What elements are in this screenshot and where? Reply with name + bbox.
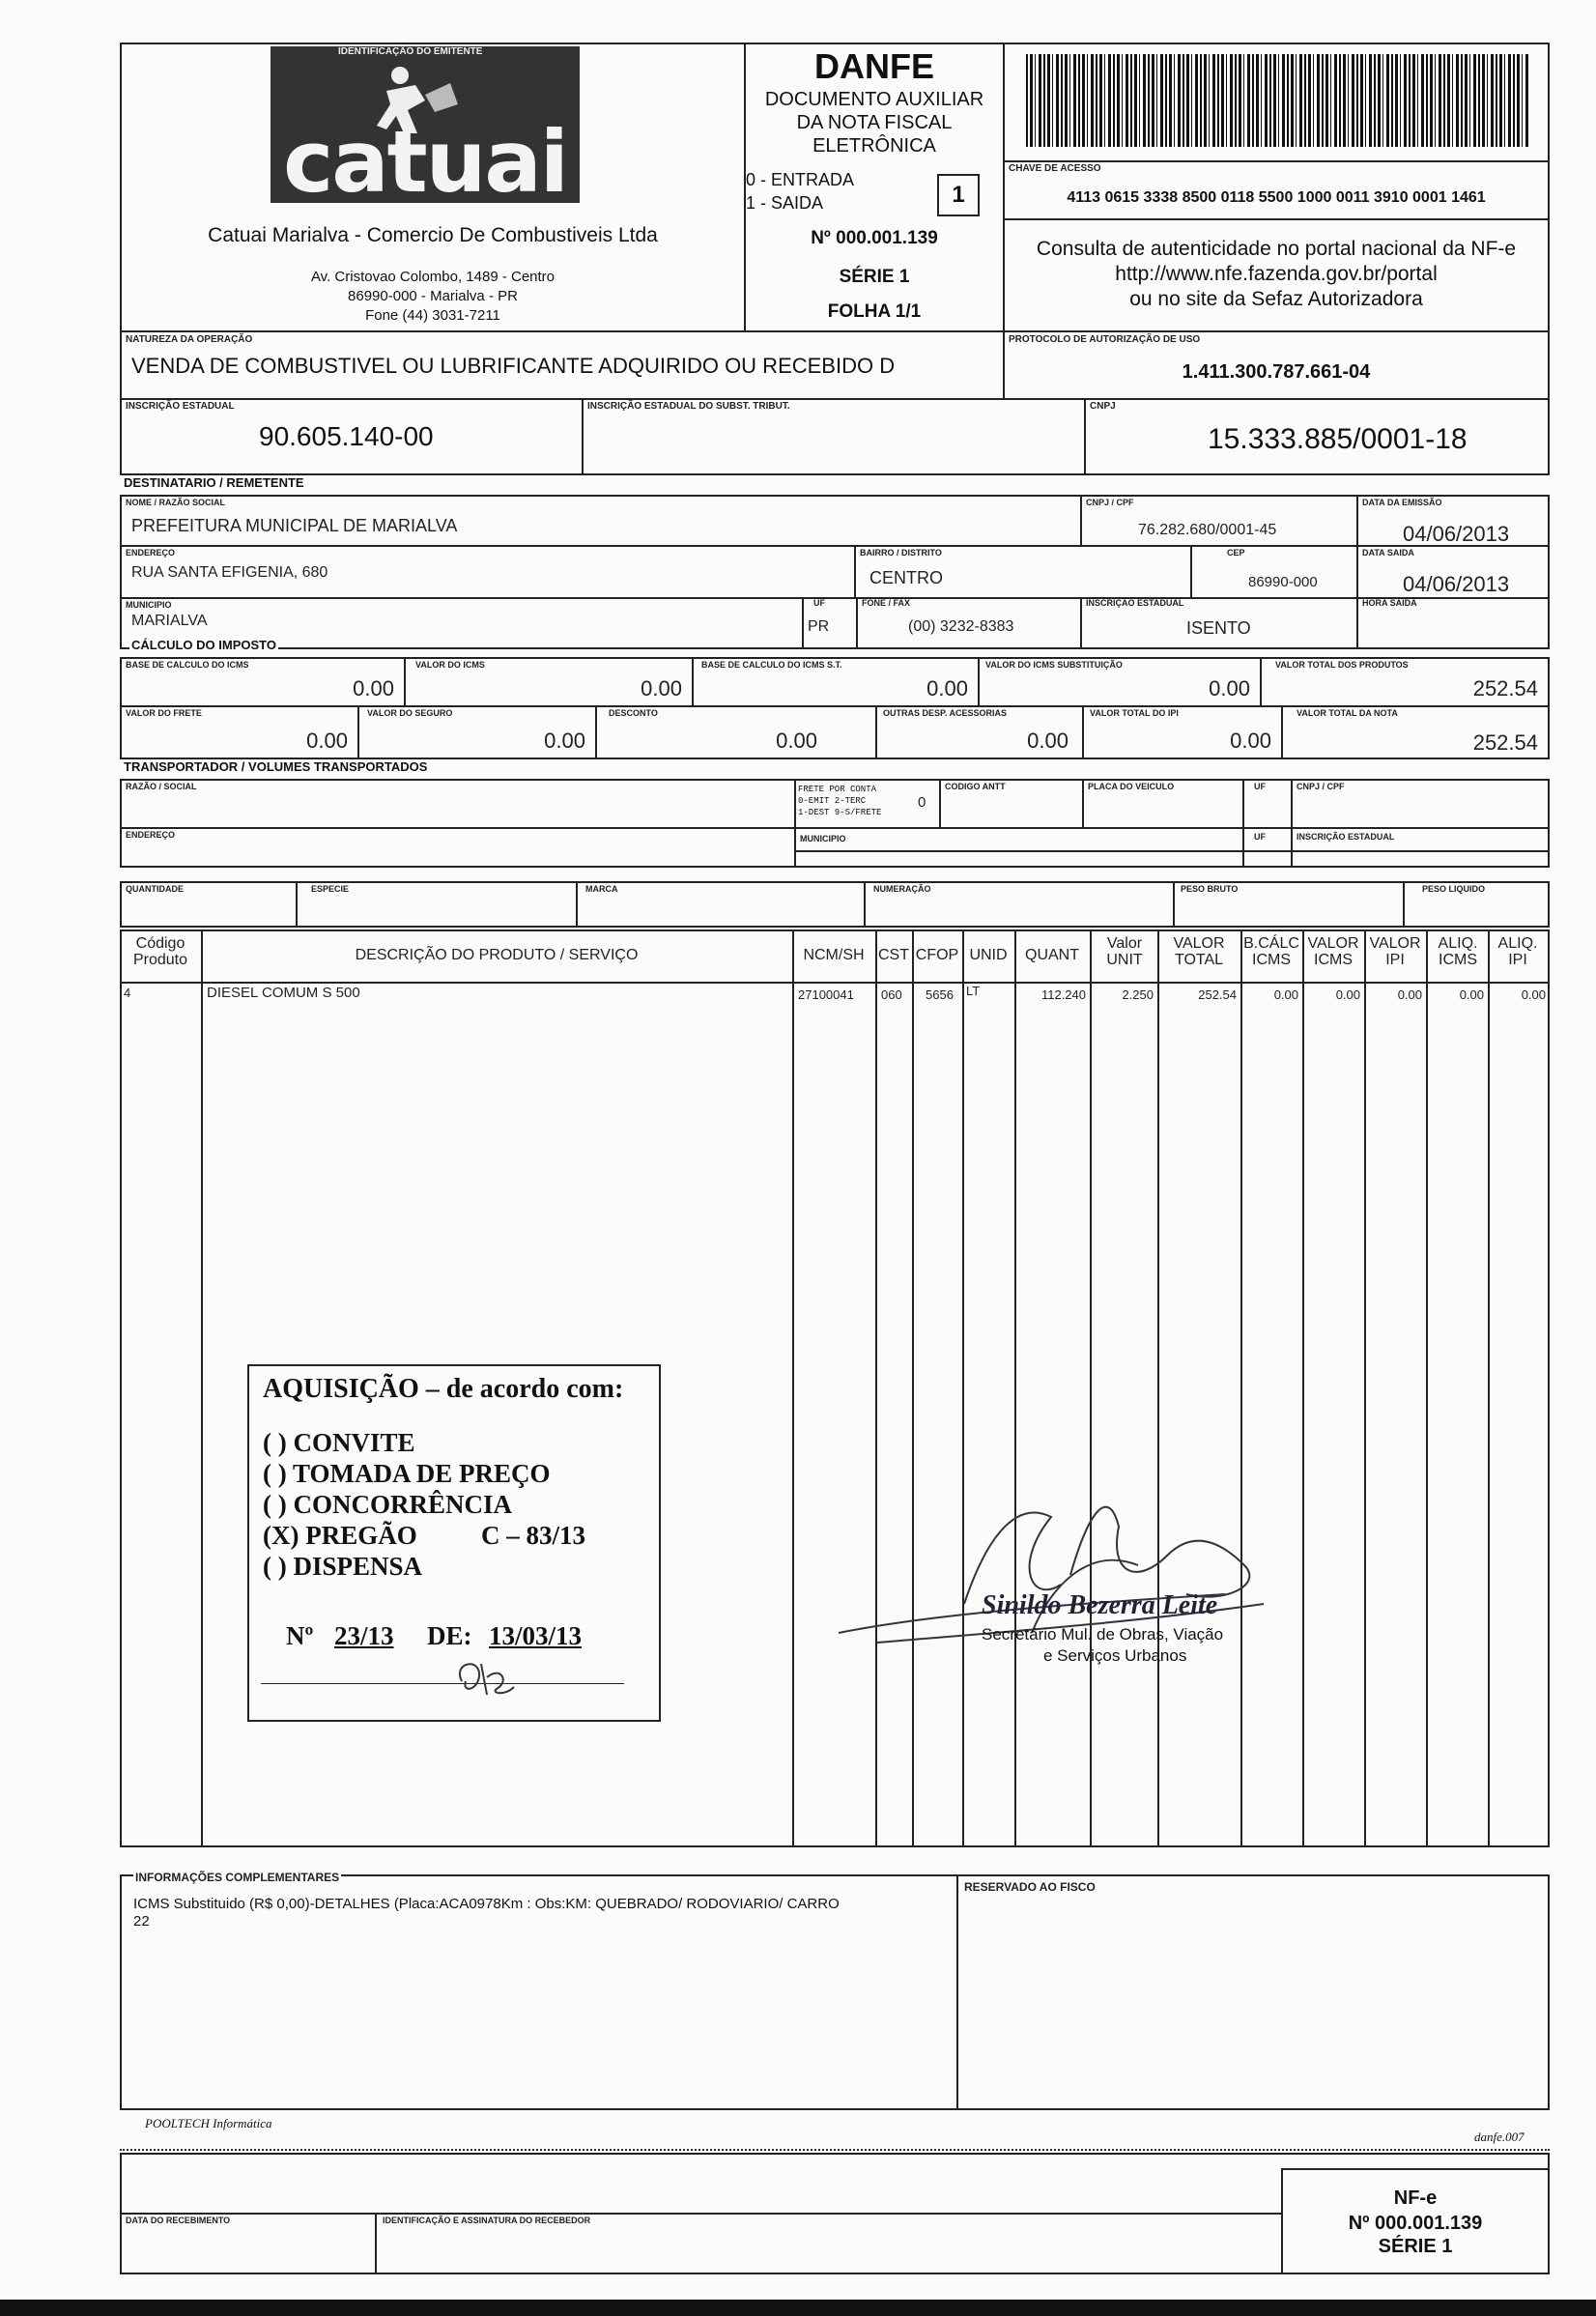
identificacao-label: IDENTIFICAÇÃO E ASSINATURA DO RECEBEDOR bbox=[383, 2216, 591, 2225]
barcode bbox=[1026, 54, 1528, 147]
stamp-opt-pregao: (X) PREGÃO bbox=[263, 1521, 417, 1550]
th-quant: QUANT bbox=[1025, 947, 1079, 963]
dest-nome: PREFEITURA MUNICIPAL DE MARIALVA bbox=[131, 516, 458, 535]
imp-ipi: 0.00 bbox=[1230, 729, 1271, 753]
dest-cnpj-label: CNPJ / CPF bbox=[1086, 498, 1134, 507]
emitente-section-label: IDENTIFICAÇÃO DO EMITENTE bbox=[338, 46, 483, 57]
th-valor-icms: VALOR ICMS bbox=[1307, 935, 1359, 968]
stamp-opt-concorrencia: ( ) CONCORRÊNCIA bbox=[263, 1490, 512, 1519]
nfe-numero: Nº 000.001.139 bbox=[1348, 2213, 1483, 2234]
td-valor-unit: 2.250 bbox=[1122, 987, 1154, 1002]
dest-cep-label: CEP bbox=[1227, 548, 1245, 558]
imp-icms-label: VALOR DO ICMS bbox=[415, 660, 485, 670]
dest-fone-label: FONE / FAX bbox=[862, 598, 911, 608]
transp-municipio-label: MUNICIPIO bbox=[800, 834, 846, 843]
stamp-opt-dispensa: ( ) DISPENSA bbox=[263, 1552, 423, 1581]
dest-emissao: 04/06/2013 bbox=[1403, 522, 1510, 546]
scan-bottom-edge bbox=[0, 2300, 1596, 2316]
dest-saida: 04/06/2013 bbox=[1403, 572, 1510, 596]
th-codigo: Código Produto bbox=[132, 935, 188, 968]
transp-frete-value: 0 bbox=[918, 794, 926, 811]
destinatario-section: DESTINATARIO / REMETENTE bbox=[124, 475, 304, 490]
cnpj-value: 15.333.885/0001-18 bbox=[1208, 423, 1468, 455]
stamp-num-value: 23/13 bbox=[334, 1621, 394, 1650]
danfe-serie: SÉRIE 1 bbox=[839, 267, 910, 287]
consulta-line-2: http://www.nfe.fazenda.gov.br/portal bbox=[1115, 263, 1438, 285]
transp-placa-label: PLACA DO VEICULO bbox=[1088, 782, 1175, 791]
imp-st-label: VALOR DO ICMS SUBSTITUIÇÃO bbox=[985, 660, 1123, 670]
td-valor-ipi: 0.00 bbox=[1397, 987, 1422, 1002]
company-address-1: Av. Cristovao Colombo, 1489 - Centro bbox=[310, 269, 556, 285]
td-aliq-ipi: 0.00 bbox=[1521, 987, 1546, 1002]
dest-ie: ISENTO bbox=[1186, 618, 1251, 638]
company-address-2: 86990-000 - Marialva - PR bbox=[348, 288, 518, 304]
stamp-opt-tomada: ( ) TOMADA DE PREÇO bbox=[263, 1459, 551, 1488]
imp-desconto-label: DESCONTO bbox=[609, 708, 658, 718]
danfe-subtitle-1: DOCUMENTO AUXILIAR bbox=[764, 89, 984, 110]
transp-frete-line1: FRETE POR CONTA bbox=[798, 785, 877, 794]
dest-cep: 86990-000 bbox=[1248, 574, 1318, 590]
transp-uf-label: UF bbox=[1254, 782, 1266, 791]
imp-outras-label: OUTRAS DESP. ACESSORIAS bbox=[883, 708, 1008, 718]
cnpj-label: CNPJ bbox=[1090, 401, 1116, 412]
th-aliq-ipi: ALIQ. IPI bbox=[1497, 935, 1538, 968]
th-valor-total: VALOR TOTAL bbox=[1173, 935, 1225, 968]
dest-fone: (00) 3232-8383 bbox=[908, 618, 1014, 635]
footer-vendor: POOLTECH Informática bbox=[145, 2116, 272, 2130]
stamp-date-label: DE: bbox=[427, 1621, 472, 1650]
th-valor-unit: Valor UNIT bbox=[1106, 935, 1143, 968]
ie-st-label: INSCRIÇÃO ESTADUAL DO SUBST. TRIBUT. bbox=[587, 401, 790, 412]
company-phone: Fone (44) 3031-7211 bbox=[365, 307, 500, 324]
th-ncm: NCM/SH bbox=[803, 947, 865, 963]
td-descricao: DIESEL COMUM S 500 bbox=[207, 985, 360, 1001]
th-unid: UNID bbox=[969, 947, 1008, 963]
imp-bc-icms-label: BASE DE CALCULO DO ICMS bbox=[126, 660, 249, 670]
danfe-folha: FOLHA 1/1 bbox=[827, 301, 922, 322]
td-valor-icms: 0.00 bbox=[1335, 987, 1360, 1002]
imp-bc-icms: 0.00 bbox=[353, 676, 394, 701]
tipo-box: 1 bbox=[937, 174, 980, 216]
th-bc-icms: B.CÁLC ICMS bbox=[1243, 935, 1299, 968]
info-text-1: ICMS Substituido (R$ 0,00)-DETALHES (Placa:ACA0978Km : Obs:KM: QUEBRADO/ RODOVIARIO/ CARRO bbox=[133, 1896, 840, 1912]
aquisicao-stamp bbox=[247, 1364, 661, 1722]
dest-endereco: RUA SANTA EFIGENIA, 680 bbox=[131, 564, 328, 581]
transp-cnpj-label: CNPJ / CPF bbox=[1297, 782, 1345, 791]
cut-line bbox=[120, 2149, 1550, 2151]
dest-municipio-label: MUNICIPIO bbox=[126, 600, 172, 610]
imp-seguro-label: VALOR DO SEGURO bbox=[367, 708, 453, 718]
imp-total-nota: 252.54 bbox=[1472, 730, 1538, 755]
logo-text: catuai bbox=[283, 112, 567, 212]
transp-frete-line3: 1-DEST 9-S/FRETE bbox=[798, 808, 882, 817]
saida-label: 1 - SAIDA bbox=[746, 193, 824, 213]
dest-bairro-label: BAIRRO / DISTRITO bbox=[860, 548, 942, 558]
footer-code: danfe.007 bbox=[1474, 2130, 1525, 2144]
protocolo-label: PROTOCOLO DE AUTORIZAÇÃO DE USO bbox=[1009, 334, 1201, 345]
natureza-label: NATUREZA DA OPERAÇÃO bbox=[126, 334, 253, 345]
transp-especie-label: ESPECIE bbox=[311, 884, 350, 894]
initials-scribble bbox=[433, 1652, 529, 1701]
imp-bc-st: 0.00 bbox=[926, 676, 968, 701]
natureza-value: VENDA DE COMBUSTIVEL OU LUBRIFICANTE ADQUIRIDO OU RECEBIDO D bbox=[131, 354, 896, 378]
imp-ipi-label: VALOR TOTAL DO IPI bbox=[1090, 708, 1179, 718]
transp-ie-label: INSCRIÇÃO ESTADUAL bbox=[1297, 832, 1395, 842]
imp-total-prod: 252.54 bbox=[1472, 676, 1538, 701]
transp-peso-liquido-label: PESO LIQUIDO bbox=[1422, 884, 1486, 894]
consulta-line-1: Consulta de autenticidade no portal nacional da NF-e bbox=[1036, 238, 1517, 260]
th-cfop: CFOP bbox=[915, 947, 959, 963]
td-quant: 112.240 bbox=[1040, 987, 1086, 1002]
imp-st: 0.00 bbox=[1209, 676, 1250, 701]
dest-endereco-label: ENDEREÇO bbox=[126, 548, 176, 558]
dest-bairro: CENTRO bbox=[869, 568, 943, 587]
imp-frete: 0.00 bbox=[306, 729, 348, 753]
stamp-num-label: Nº bbox=[286, 1621, 314, 1650]
imp-bc-st-label: BASE DE CALCULO DO ICMS S.T. bbox=[701, 660, 842, 670]
transp-uf2-label: UF bbox=[1254, 832, 1266, 842]
transp-quantidade-label: QUANTIDADE bbox=[126, 884, 184, 894]
imp-seguro: 0.00 bbox=[544, 729, 585, 753]
th-cst: CST bbox=[878, 947, 909, 963]
dest-saida-label: DATA SAIDA bbox=[1362, 548, 1414, 558]
chave-value: 4113 0615 3338 8500 0118 5500 1000 0011 3910 0001 1461 bbox=[1067, 189, 1486, 206]
imp-total-nota-label: VALOR TOTAL DA NOTA bbox=[1297, 708, 1398, 718]
danfe-title: DANFE bbox=[814, 46, 934, 86]
data-recebimento-label: DATA DO RECEBIMENTO bbox=[126, 2216, 231, 2225]
dest-nome-label: NOME / RAZÃO SOCIAL bbox=[126, 498, 225, 507]
protocolo-value: 1.411.300.787.661-04 bbox=[1182, 361, 1371, 383]
imp-outras: 0.00 bbox=[1027, 729, 1069, 753]
dest-municipio: MARIALVA bbox=[131, 613, 208, 629]
dest-ie-label: INSCRIÇÃO ESTADUAL bbox=[1086, 598, 1184, 608]
dest-cnpj: 76.282.680/0001-45 bbox=[1138, 522, 1277, 538]
th-descricao: DESCRIÇÃO DO PRODUTO / SERVIÇO bbox=[355, 947, 639, 963]
ie-value: 90.605.140-00 bbox=[259, 421, 434, 451]
dest-emissao-label: DATA DA EMISSÃO bbox=[1362, 498, 1442, 507]
transp-antt-label: CODIGO ANTT bbox=[945, 782, 1006, 791]
info-text-2: 22 bbox=[133, 1913, 150, 1930]
signature-role-2: e Serviços Urbanos bbox=[1043, 1646, 1187, 1665]
company-name: Catuai Marialva - Comercio De Combustiveis Ltda bbox=[208, 224, 658, 246]
danfe-subtitle-2: DA NOTA FISCAL bbox=[796, 112, 953, 133]
td-cfop: 5656 bbox=[926, 987, 954, 1002]
td-ncm: 27100041 bbox=[798, 987, 854, 1002]
th-valor-ipi: VALOR IPI bbox=[1369, 935, 1421, 968]
chave-label: CHAVE DE ACESSO bbox=[1009, 163, 1101, 174]
signature-name: Sinildo Bezerra Leite bbox=[982, 1590, 1218, 1620]
stamp-opt-convite: ( ) CONVITE bbox=[263, 1428, 415, 1457]
imp-icms: 0.00 bbox=[641, 676, 682, 701]
signature-role-1: Secretário Mul. de Obras, Viação bbox=[982, 1625, 1224, 1644]
stamp-opt-pregao-code: C – 83/13 bbox=[481, 1521, 585, 1550]
imp-frete-label: VALOR DO FRETE bbox=[126, 708, 202, 718]
td-valor-total: 252.54 bbox=[1198, 987, 1237, 1002]
fisco-label: RESERVADO AO FISCO bbox=[964, 1880, 1096, 1894]
transp-marca-label: MARCA bbox=[585, 884, 618, 894]
dest-uf: PR bbox=[808, 618, 830, 635]
entrada-label: 0 - ENTRADA bbox=[746, 170, 855, 189]
td-unid: LT bbox=[966, 984, 981, 998]
info-label: INFORMAÇÕES COMPLEMENTARES bbox=[135, 1871, 340, 1884]
ie-label: INSCRIÇÃO ESTADUAL bbox=[126, 401, 235, 412]
stamp-date-value: 13/03/13 bbox=[489, 1621, 583, 1650]
nfe-serie: SÉRIE 1 bbox=[1378, 2236, 1453, 2257]
imp-desconto: 0.00 bbox=[776, 729, 817, 753]
transp-numeracao-label: NUMERAÇÃO bbox=[873, 884, 931, 894]
danfe-subtitle-3: ELETRÔNICA bbox=[812, 135, 936, 157]
td-bc-icms: 0.00 bbox=[1273, 987, 1298, 1002]
imp-total-prod-label: VALOR TOTAL DOS PRODUTOS bbox=[1275, 660, 1409, 670]
dest-hora-label: HORA SAIDA bbox=[1362, 598, 1417, 608]
dest-uf-label: UF bbox=[813, 598, 825, 608]
th-aliq-icms: ALIQ. ICMS bbox=[1438, 935, 1478, 968]
td-codigo: 4 bbox=[124, 986, 131, 1000]
transportador-section: TRANSPORTADOR / VOLUMES TRANSPORTADOS bbox=[124, 759, 428, 774]
stamp-title: AQUISIÇÃO – de acordo com: bbox=[263, 1374, 624, 1404]
imposto-section: CÁLCULO DO IMPOSTO bbox=[131, 638, 276, 652]
transp-peso-bruto-label: PESO BRUTO bbox=[1181, 884, 1239, 894]
nfe-label: NF-e bbox=[1393, 2187, 1438, 2209]
danfe-numero: Nº 000.001.139 bbox=[811, 228, 938, 248]
td-aliq-icms: 0.00 bbox=[1459, 987, 1484, 1002]
transp-razao-label: RAZÃO / SOCIAL bbox=[126, 782, 197, 791]
td-cst: 060 bbox=[881, 987, 902, 1002]
transp-frete-line2: 0-EMIT 2-TERC bbox=[798, 796, 867, 806]
consulta-line-3: ou no site da Sefaz Autorizadora bbox=[1129, 288, 1423, 310]
logo bbox=[271, 46, 580, 212]
transp-endereco-label: ENDEREÇO bbox=[126, 830, 176, 840]
